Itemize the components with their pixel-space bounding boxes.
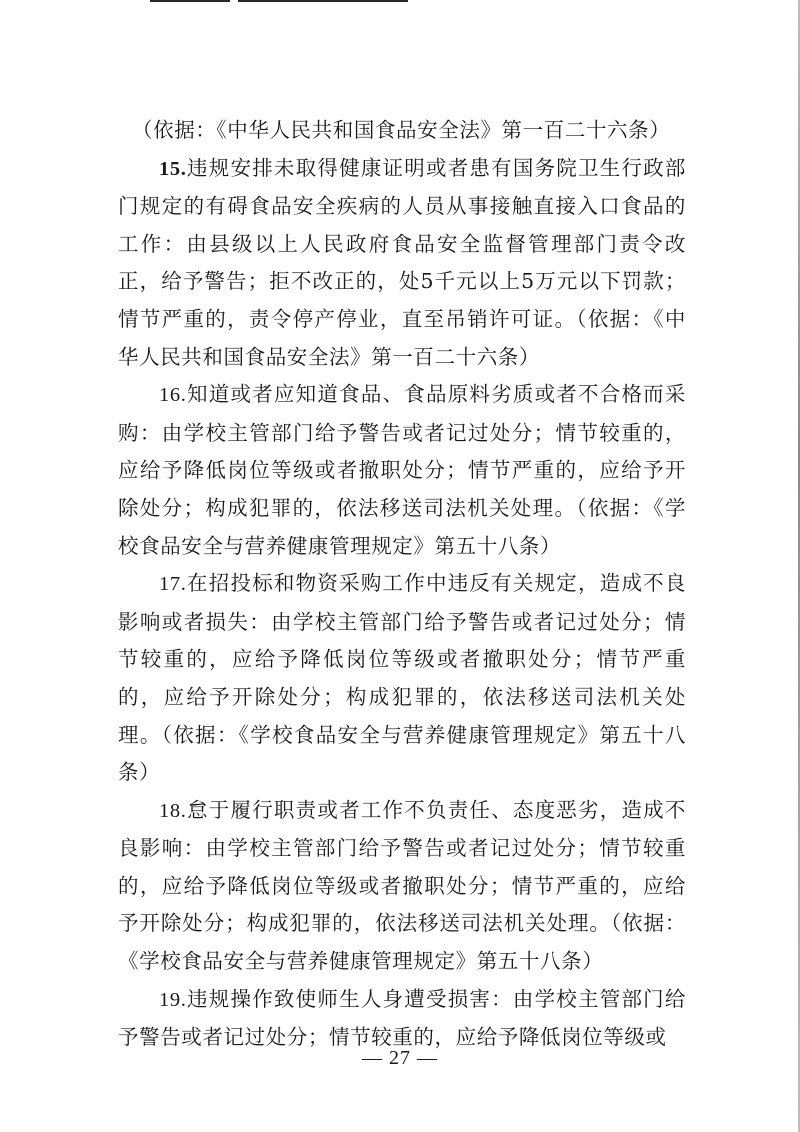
- item-number: 15.: [159, 157, 187, 180]
- paragraph-item-18: [118, 792, 686, 981]
- item-number: 16.: [159, 384, 187, 407]
- paragraph-item-19: [118, 981, 686, 1057]
- paragraph-item-15: [118, 150, 686, 377]
- paragraph-text: 违规操作致使师生人身遭受损害：由学校主管部门给予警告或者记过处分；情节较重的，应给予降低岗位等级或: [118, 986, 686, 1050]
- page-body: [118, 112, 686, 1057]
- paragraph-text: 怠于履行职责或者工作不负责任、态度恶劣，造成不良影响：由学校主管部门给予警告或者记过处分；情节较重的，应给予降低岗位等级或者撤职处分；情节严重的，应给予开除处分；构成犯罪的，依法移送司法机关处理。（依据：《学校食品安全与营养健康管理规定》第五十八条）: [118, 797, 686, 974]
- item-number: 17.: [159, 573, 187, 596]
- scan-artifact-line: [238, 0, 408, 2]
- paragraph-item-17: [118, 565, 686, 792]
- item-number: 19.: [159, 988, 187, 1011]
- paragraph-item-16: [118, 376, 686, 565]
- paragraph-text: 知道或者应知道食品、食品原料劣质或者不合格而采购：由学校主管部门给予警告或者记过处分；情节较重的，应给予降低岗位等级或者撤职处分；情节严重的，应给予开除处分；构成犯罪的，依法移送司法机关处理。（依据：《学校食品安全与营养健康管理规定》第五十八条）: [118, 382, 686, 558]
- page-number: — 27 —: [362, 1047, 438, 1069]
- paragraph-text: 违规安排未取得健康证明或者患有国务院卫生行政部门规定的有碍食品安全疾病的人员从事接触直接入口食品的工作：由县级以上人民政府食品安全监督管理部门责令改正，给予警告；拒不改正的，处5千元以上5万元以下罚款；情节严重的，责令停产停业，直至吊销许可证。（依据：《中华人民共和国食品安全法》第一百二十六条）: [118, 155, 686, 369]
- paragraph-citation: [118, 112, 686, 150]
- paragraph-text: （依据：《中华人民共和国食品安全法》第一百二十六条）: [132, 118, 671, 142]
- paragraph-text: 在招投标和物资采购工作中违反有关规定，造成不良影响或者损失：由学校主管部门给予警告或者记过处分；情节较重的，应给予降低岗位等级或者撤职处分；情节严重的，应给予开除处分；构成犯罪的，依法移送司法机关处理。（依据：《学校食品安全与营养健康管理规定》第五十八条）: [118, 571, 686, 785]
- scan-artifact-line: [150, 0, 230, 2]
- item-number: 18.: [159, 799, 187, 822]
